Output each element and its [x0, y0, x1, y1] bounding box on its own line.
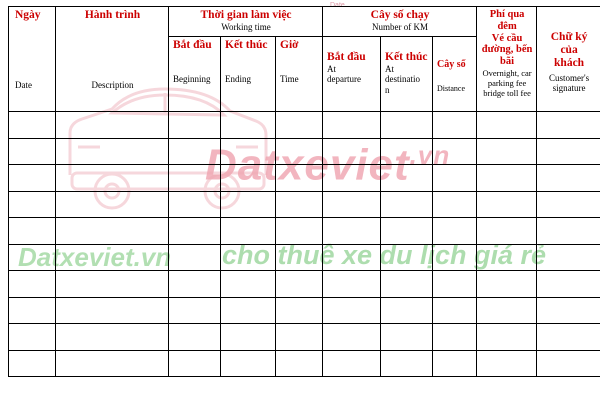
- table-cell[interactable]: [381, 244, 433, 271]
- table-cell[interactable]: [323, 165, 381, 192]
- table-cell[interactable]: [56, 324, 169, 351]
- table-cell[interactable]: [537, 324, 600, 351]
- header-km-vn: Cây số chạy: [370, 9, 430, 21]
- subheader-hour-en: Time: [280, 73, 299, 84]
- header-km-en: Number of KM: [372, 21, 429, 32]
- table-cell[interactable]: [276, 297, 323, 324]
- header-description-en: Description: [91, 79, 134, 90]
- table-row[interactable]: [9, 218, 600, 245]
- table-cell[interactable]: [56, 297, 169, 324]
- table-cell[interactable]: [477, 271, 537, 298]
- subheader-end-vn: Kết thúc: [225, 39, 268, 51]
- header-date-en: Date: [15, 79, 32, 90]
- table-cell[interactable]: [323, 324, 381, 351]
- table-cell[interactable]: [323, 297, 381, 324]
- table-cell[interactable]: [433, 218, 477, 245]
- table-cell[interactable]: [9, 271, 56, 298]
- table-row[interactable]: [9, 165, 600, 192]
- table-cell[interactable]: [537, 138, 600, 165]
- table-cell[interactable]: [169, 297, 221, 324]
- table-cell[interactable]: [477, 297, 537, 324]
- table-cell[interactable]: [323, 271, 381, 298]
- table-cell[interactable]: [477, 138, 537, 165]
- table-cell[interactable]: [276, 138, 323, 165]
- watermark-brand-green: Datxeviet.vn: [18, 242, 172, 272]
- table-cell[interactable]: [323, 244, 381, 271]
- table-cell[interactable]: [169, 271, 221, 298]
- header-working-time: [169, 7, 323, 37]
- header-description: [56, 7, 169, 112]
- table-cell[interactable]: [221, 138, 276, 165]
- subheader-distance: [433, 37, 477, 112]
- table-cell[interactable]: [381, 218, 433, 245]
- table-cell[interactable]: [477, 112, 537, 139]
- table-cell[interactable]: [221, 297, 276, 324]
- subheader-distance-en: Distance: [437, 84, 466, 94]
- table-row[interactable]: [9, 324, 600, 351]
- table-cell[interactable]: [276, 350, 323, 377]
- table-cell[interactable]: [323, 350, 381, 377]
- table-row[interactable]: [9, 191, 600, 218]
- table-cell[interactable]: [537, 191, 600, 218]
- table-body: [9, 112, 600, 377]
- table-row[interactable]: [9, 244, 600, 271]
- table-cell[interactable]: [9, 297, 56, 324]
- table-cell[interactable]: [221, 244, 276, 271]
- table-cell[interactable]: [477, 191, 537, 218]
- table-cell[interactable]: [276, 165, 323, 192]
- table-row[interactable]: [9, 138, 600, 165]
- header-fee-vn-5: bãi: [500, 56, 515, 67]
- subheader-km-end-en-2: destinatio: [385, 74, 421, 85]
- subheader-km-end-en-3: n: [385, 84, 390, 95]
- table-cell[interactable]: [276, 218, 323, 245]
- header-working-time-en: Working time: [221, 21, 271, 32]
- table-cell[interactable]: [9, 112, 56, 139]
- subheader-end: [221, 37, 276, 112]
- table-cell[interactable]: [169, 191, 221, 218]
- table-cell[interactable]: [433, 324, 477, 351]
- table-cell[interactable]: [221, 165, 276, 192]
- subheader-km-start-vn: Bắt đầu: [327, 51, 366, 63]
- table-cell[interactable]: [56, 112, 169, 139]
- table-cell[interactable]: [221, 112, 276, 139]
- table-cell[interactable]: [537, 350, 600, 377]
- table-cell[interactable]: [477, 218, 537, 245]
- subheader-end-en: Ending: [225, 73, 251, 84]
- table-cell[interactable]: [537, 112, 600, 139]
- table-cell[interactable]: [323, 112, 381, 139]
- table-cell[interactable]: [477, 165, 537, 192]
- table-cell[interactable]: [221, 218, 276, 245]
- table-cell[interactable]: [221, 324, 276, 351]
- header-signature-en-2: signature: [552, 82, 586, 93]
- table-cell[interactable]: [433, 350, 477, 377]
- table-cell[interactable]: [9, 165, 56, 192]
- header-description-vn: Hành trình: [84, 9, 141, 21]
- table-cell[interactable]: [433, 165, 477, 192]
- table-cell[interactable]: [276, 324, 323, 351]
- header-fee: [477, 7, 537, 112]
- subheader-distance-vn: Cây số: [437, 59, 466, 70]
- table-cell[interactable]: [537, 297, 600, 324]
- subheader-km-start-en-2: departure: [327, 74, 362, 85]
- table-cell[interactable]: [381, 324, 433, 351]
- table-cell[interactable]: [56, 191, 169, 218]
- table-cell[interactable]: [56, 138, 169, 165]
- table-cell[interactable]: [433, 191, 477, 218]
- log-sheet: [8, 6, 600, 377]
- header-fee-vn-1: Phí qua: [489, 9, 525, 20]
- table-cell[interactable]: [537, 244, 600, 271]
- table-cell[interactable]: [537, 271, 600, 298]
- header-date-vn: Ngày: [15, 9, 41, 21]
- table-cell[interactable]: [221, 271, 276, 298]
- header-fee-en: Overnight, car parking fee bridge toll fee: [482, 67, 532, 99]
- table-cell[interactable]: [433, 297, 477, 324]
- subheader-begin-en: Beginning: [173, 73, 211, 84]
- subheader-km-start-en-1: At: [327, 63, 337, 74]
- table-row[interactable]: [9, 112, 600, 139]
- table-row[interactable]: [9, 297, 600, 324]
- subheader-begin-vn: Bắt đầu: [173, 39, 212, 51]
- subheader-hour: [276, 37, 323, 112]
- table-cell[interactable]: [537, 165, 600, 192]
- table-cell[interactable]: [56, 165, 169, 192]
- table-cell[interactable]: [169, 112, 221, 139]
- watermark-brand-text: Datxeviet: [205, 140, 410, 190]
- table-cell[interactable]: [433, 271, 477, 298]
- table-cell[interactable]: [9, 218, 56, 245]
- table-cell[interactable]: [433, 244, 477, 271]
- table-cell[interactable]: [537, 218, 600, 245]
- table-cell[interactable]: [381, 297, 433, 324]
- table-cell[interactable]: [169, 350, 221, 377]
- table-cell[interactable]: [9, 138, 56, 165]
- table-cell[interactable]: [169, 165, 221, 192]
- watermark-top-word: Date: [330, 2, 345, 9]
- table-cell[interactable]: [276, 244, 323, 271]
- table-cell[interactable]: [381, 165, 433, 192]
- header-fee-vn-3: Vé cầu: [491, 32, 523, 44]
- header-signature-vn-1: Chữ ký của: [550, 31, 588, 56]
- table-cell[interactable]: [9, 350, 56, 377]
- table-cell[interactable]: [381, 271, 433, 298]
- table-row[interactable]: [9, 271, 600, 298]
- table-cell[interactable]: [477, 350, 537, 377]
- table-cell[interactable]: [56, 271, 169, 298]
- table-cell[interactable]: [276, 112, 323, 139]
- table-cell[interactable]: [169, 244, 221, 271]
- table-cell[interactable]: [323, 218, 381, 245]
- subheader-begin: [169, 37, 221, 112]
- header-fee-vn-2: đêm: [497, 20, 517, 32]
- table-header-group-row: [9, 7, 600, 37]
- table-cell[interactable]: [169, 324, 221, 351]
- subheader-km-end-en-1: At: [385, 63, 395, 74]
- subheader-km-end-vn: Kết thúc: [385, 51, 428, 63]
- subheader-hour-vn: Giờ: [280, 39, 299, 51]
- header-signature: [537, 7, 600, 112]
- table-cell[interactable]: [56, 244, 169, 271]
- table-cell[interactable]: [477, 324, 537, 351]
- table-cell[interactable]: [9, 244, 56, 271]
- header-date: [9, 7, 56, 112]
- table-cell[interactable]: [56, 218, 169, 245]
- table-cell[interactable]: [9, 191, 56, 218]
- table-cell[interactable]: [381, 112, 433, 139]
- header-km: [323, 7, 477, 37]
- header-working-time-vn: Thời gian làm việc: [200, 9, 292, 21]
- trip-log-table: [8, 6, 600, 377]
- table-cell[interactable]: [381, 350, 433, 377]
- table-cell[interactable]: [276, 271, 323, 298]
- table-cell[interactable]: [323, 191, 381, 218]
- table-cell[interactable]: [9, 324, 56, 351]
- table-cell[interactable]: [381, 138, 433, 165]
- table-row[interactable]: [9, 350, 600, 377]
- table-cell[interactable]: [56, 350, 169, 377]
- table-cell[interactable]: [381, 191, 433, 218]
- table-cell[interactable]: [169, 138, 221, 165]
- watermark-tagline: cho thuê xe du lịch giá rẻ: [222, 240, 547, 270]
- table-cell[interactable]: [477, 244, 537, 271]
- table-cell[interactable]: [169, 218, 221, 245]
- table-cell[interactable]: [433, 112, 477, 139]
- header-fee-vn-4: đường, bến: [481, 44, 533, 56]
- subheader-km-end: [381, 37, 433, 112]
- table-cell[interactable]: [221, 350, 276, 377]
- watermark-brand-suffix: .vn: [409, 140, 451, 170]
- table-cell[interactable]: [276, 191, 323, 218]
- subheader-km-start: [323, 37, 381, 112]
- header-signature-en-1: Customer's: [549, 72, 590, 83]
- table-cell[interactable]: [221, 191, 276, 218]
- table-cell[interactable]: [433, 138, 477, 165]
- table-cell[interactable]: [323, 138, 381, 165]
- header-signature-vn-2: khách: [554, 56, 585, 69]
